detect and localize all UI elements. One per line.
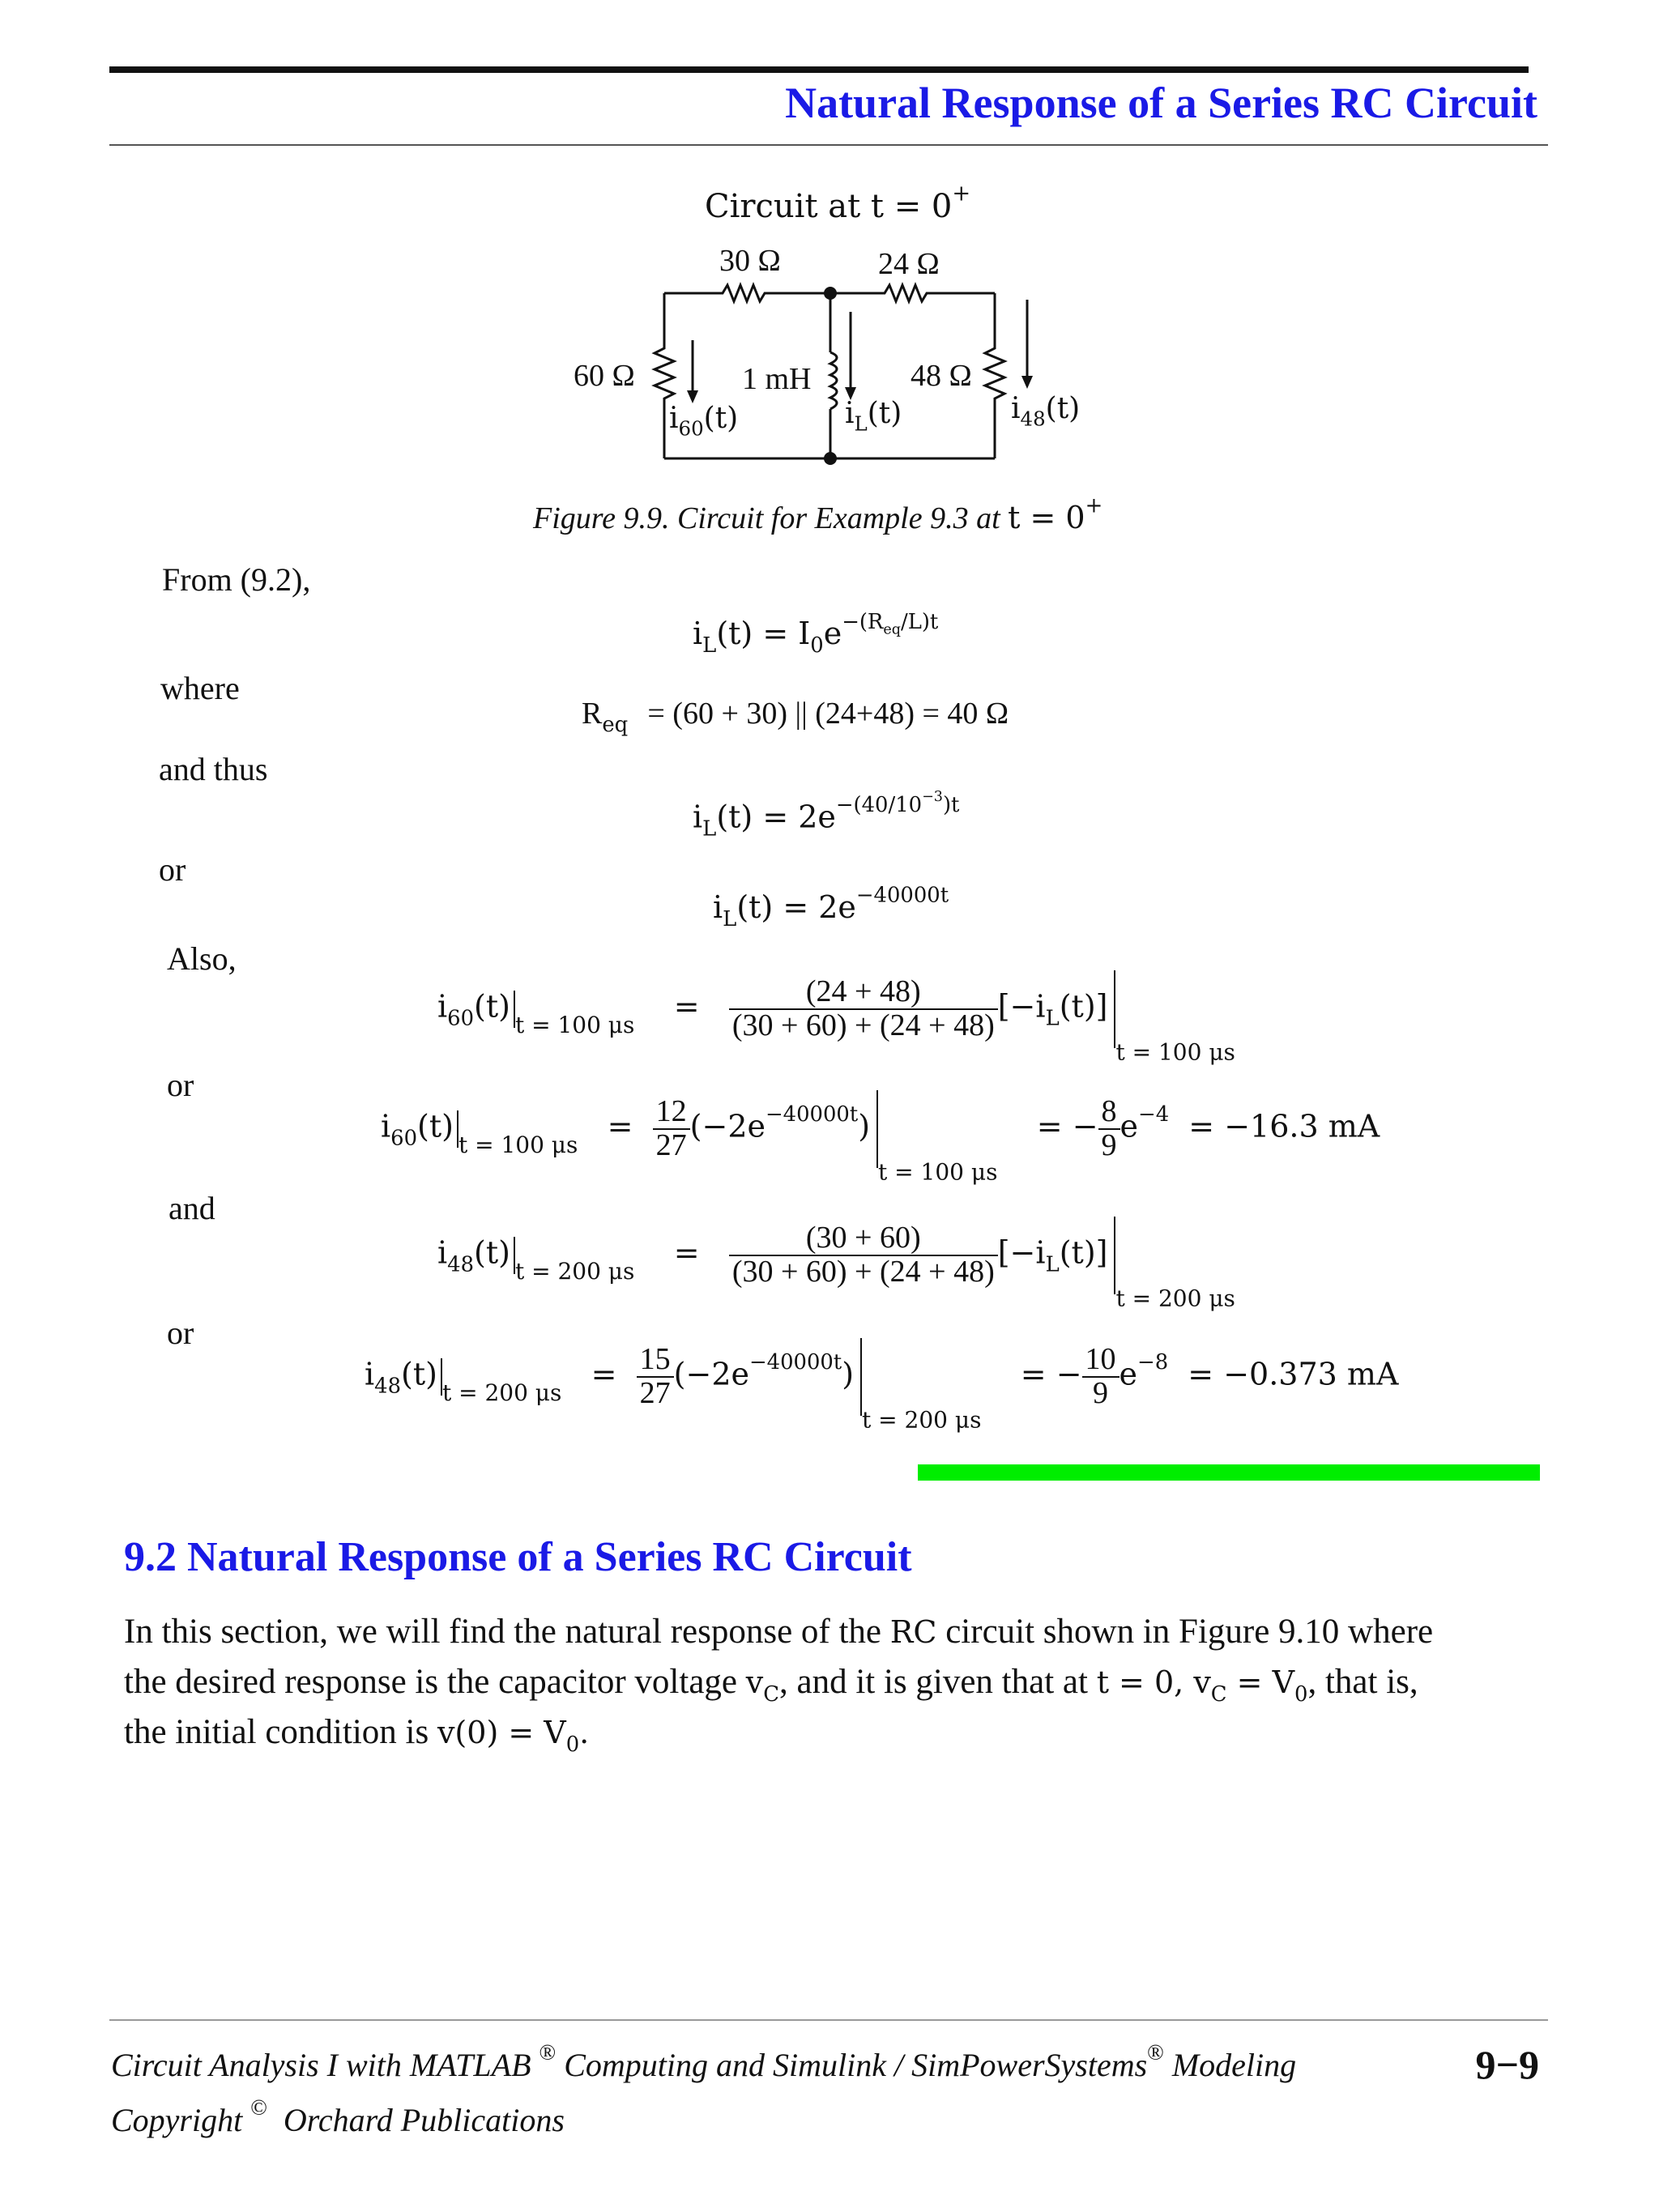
circuit-schematic bbox=[551, 178, 1134, 486]
equation-il-1: $i_L(t) = 2e^{-(40/10^{-3})t}$ bbox=[693, 789, 960, 842]
section-paragraph: In this section, we will find the natural response of the RC circuit shown in Figure 9.10 where the desired response is the capacitor voltage $v_C$, and it is given that at t = 0, $v_C = V_0$, that is, the initial condition is $v(0) = V_0$. bbox=[124, 1613, 1434, 1757]
page-number: 9−9 bbox=[1475, 2042, 1539, 2087]
equation-req: $R_{eq} = (60 + 30)$ || (24+48) = 40 Ω bbox=[582, 697, 1009, 737]
footer-copyright: Copyright © Orchard Publications bbox=[111, 2095, 565, 2138]
equation-il-2: $i_L(t) = 2e^{-40000t}$ bbox=[713, 883, 949, 931]
label-and-thus: and thus bbox=[159, 751, 268, 787]
footer-book-title: Circuit Analysis I with MATLAB ® Computing and Simulink / SimPowerSystems® Modeling bbox=[111, 2039, 1297, 2083]
section-heading: 9.2 Natural Response of a Series RC Circuit bbox=[124, 1534, 912, 1580]
equation-i48-1: $i_{48}(t)_{t = 200 \mu s}$ = $\frac{(30 + 60)}{(30 + 60) + (24 + 48)}$ $[-i_L(t)]_{t = 200 \mu s}$ bbox=[437, 1217, 1235, 1312]
label-where: where bbox=[160, 670, 240, 706]
equation-i60-2: $i_{60}(t)_{t = 100 \mu s}$ = $\frac{12}{27}$ $(-2e^{-40000t})_{t = 100 \mu s}$ = − $\frac{8}{9}$ $e^{-4} = -16.3$ mA bbox=[381, 1090, 1380, 1186]
label-r24: 24 Ω bbox=[878, 247, 940, 281]
label-also: Also, bbox=[167, 940, 237, 977]
figure-caption: Figure 9.9. Circuit for Example 9.3 at t = 0+ bbox=[533, 493, 1103, 535]
running-title: Natural Response of a Series RC Circuit bbox=[785, 79, 1537, 127]
label-from: From (9.2), bbox=[162, 561, 311, 598]
header-rule-thin bbox=[109, 144, 1548, 146]
label-r60: 60 Ω bbox=[574, 359, 635, 393]
equation-i60-1: $i_{60}(t)_{t = 100 \mu s}$ = $\frac{(24 + 48)}{(30 + 60) + (24 + 48)}$ $[-i_L(t)]_{t = 100 \mu s}$ bbox=[437, 970, 1235, 1066]
label-l1: 1 mH bbox=[742, 362, 812, 396]
circuit-figure bbox=[551, 178, 1134, 486]
header-rule-thick bbox=[109, 66, 1529, 73]
label-and: and bbox=[168, 1190, 215, 1226]
label-r48: 48 Ω bbox=[911, 359, 972, 393]
label-i48: $i_{48}(t)$ bbox=[1011, 392, 1081, 431]
equation-i48-2: $i_{48}(t)_{t = 200 \mu s}$ = $\frac{15}{27}$ $(-2e^{-40000t})_{t = 200 \mu s}$ = − $\frac{10}{9}$ $e^{-8} = -0.373$ mA bbox=[365, 1338, 1398, 1434]
label-i60: $i_{60}(t)$ bbox=[669, 402, 739, 441]
circuit-title: Circuit at t = 0+ bbox=[705, 181, 971, 225]
label-r30: 30 Ω bbox=[719, 244, 781, 278]
label-or-1: or bbox=[159, 851, 186, 888]
label-iL: $i_L(t)$ bbox=[845, 397, 902, 436]
equation-il-general: $i_L(t) = I_0e^{-(R_{eq}/L)t}$ bbox=[693, 609, 939, 658]
end-of-example-bar bbox=[918, 1464, 1540, 1481]
label-or-3: or bbox=[167, 1315, 194, 1351]
label-or-2: or bbox=[167, 1067, 194, 1103]
footer-rule bbox=[109, 2019, 1548, 2021]
